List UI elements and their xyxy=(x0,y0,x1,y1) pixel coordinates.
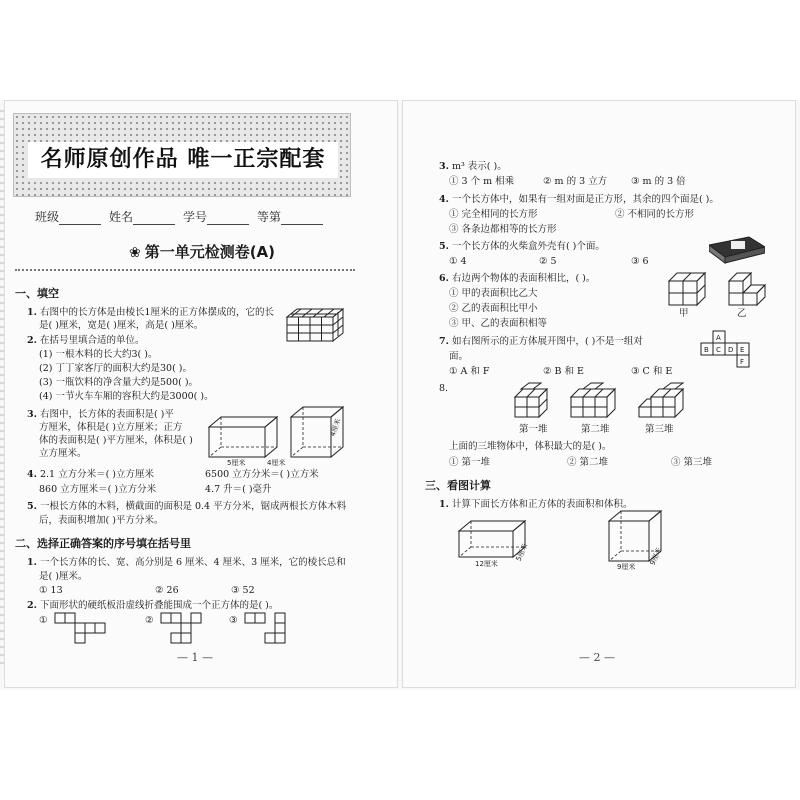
student-info-row xyxy=(35,208,355,225)
s2-q1-option-2: ② 26 xyxy=(155,585,179,596)
r-q3-option-2: ② m 的 3 立方 xyxy=(543,176,608,187)
s3-cube-edge-a: 9厘米 xyxy=(617,563,636,571)
r-q7-option-1: ① A 和 F xyxy=(449,366,490,377)
class-label: 班级 xyxy=(35,208,101,225)
q3-text-3: 体的表面积是( )平方厘米，体积是( ) xyxy=(39,435,193,446)
stack-2-label: 第二堆 xyxy=(581,424,610,435)
label-jia: 甲 xyxy=(679,308,689,319)
net-face-label: B xyxy=(704,346,709,354)
q2-option-d: (4) 一节火车车厢的容积大约是3000( )。 xyxy=(39,391,214,402)
cube-net-figure xyxy=(701,331,761,373)
stack-3-label: 第三堆 xyxy=(645,424,674,435)
page-number-right: — 2 — xyxy=(579,651,615,664)
r-q4-option-3: ③ 各条边都相等的长方形 xyxy=(449,224,557,235)
stack-3-figure xyxy=(639,383,695,421)
r-q5-option-1: ① 4 xyxy=(449,256,467,267)
net-figure-3 xyxy=(245,613,295,645)
r-q7-option-2: ② B 和 E xyxy=(543,366,584,377)
r-q8-option-2: ② 第二堆 xyxy=(567,457,609,468)
net-face-label: F xyxy=(740,358,745,366)
net-face-label: A xyxy=(716,334,721,342)
net-face-label: C xyxy=(716,346,721,354)
r-q3-option-3: ③ m 的 3 倍 xyxy=(631,176,686,187)
r-q7-text-1: 7. 如右图所示的正方体展开图中，( )不是一组对 xyxy=(439,336,643,347)
s2-q2-option-3: ③ xyxy=(229,615,238,626)
grade-label: 等第 xyxy=(257,208,323,225)
left-page xyxy=(4,100,398,688)
page-number-left: — 1 — xyxy=(177,651,213,664)
q2-option-c: (3) 一瓶饮料的净含量大约是500( )。 xyxy=(39,377,199,388)
s2-q1-option-1: ① 13 xyxy=(39,585,63,596)
q1-text-1: 1. 右图中的长方体是由棱长1厘米的正方体摆成的，它的长 xyxy=(27,307,274,318)
r-q7-option-3: ③ C 和 E xyxy=(631,366,673,377)
r-q3-text: 3. m³ 表示( )。 xyxy=(439,161,507,172)
stack-1-figure xyxy=(515,383,555,421)
q2-option-b: (2) 丁丁家客厅的面积大约是30( )。 xyxy=(39,363,192,374)
r-q8-option-3: ③ 第三堆 xyxy=(671,457,713,468)
label-yi: 乙 xyxy=(737,308,747,319)
r-q5-option-3: ③ 6 xyxy=(631,256,649,267)
test-title: ❀ 第一单元检测卷(A) xyxy=(128,243,276,261)
net-face-label: D xyxy=(728,346,734,354)
divider xyxy=(15,269,355,271)
s2-q2-option-2: ② xyxy=(145,615,154,626)
cuboid-length-label: 5厘米 xyxy=(227,459,246,467)
s3-cuboid-width: 5厘米 xyxy=(514,542,530,563)
student-no-label: 学号 xyxy=(183,208,249,225)
s3-cube-figure xyxy=(609,509,665,569)
q5-text-2: 后，表面积增加( )平方分米。 xyxy=(39,515,164,526)
right-page xyxy=(402,100,796,688)
s2-q1-text-2: 是( )厘米。 xyxy=(39,571,88,582)
r-q4-option-1: ① 完全相同的长方形 xyxy=(449,209,538,220)
q4-text-4: 4.7 升＝( )毫升 xyxy=(205,484,272,495)
flower-icon: ❀ xyxy=(128,245,141,261)
banner xyxy=(13,113,351,197)
q3-text-4: 立方厘米。 xyxy=(39,448,87,459)
r-q7-text-2: 面。 xyxy=(449,351,469,362)
r-q5-option-2: ② 5 xyxy=(539,256,557,267)
q1-text-2: 是( )厘米，宽是( )厘米，高是( )厘米。 xyxy=(39,320,204,331)
workbook-spread xyxy=(0,100,800,690)
q4-text-3: 860 立方厘米＝( )立方分米 xyxy=(39,484,157,495)
r-q8-text: 上面的三堆物体中，体积最大的是( )。 xyxy=(449,441,612,452)
s2-q2-text-1: 2. 下面形状的硬纸板沿虚线折叠能围成一个正方体的是( )。 xyxy=(27,600,279,611)
s3-cuboid-length: 12厘米 xyxy=(475,560,498,568)
r-q6-option-3: ③ 甲、乙的表面积相等 xyxy=(449,318,548,329)
cube-figure xyxy=(291,405,347,463)
r-q4-option-2: ② 不相同的长方形 xyxy=(615,209,695,220)
r-q4-text: 4. 一个长方体中，如果有一组对面是正方形，其余的四个面是( )。 xyxy=(439,194,719,205)
cuboid-figure xyxy=(209,415,286,467)
banner-title: 名师原创作品 唯一正宗配套 xyxy=(28,142,338,178)
r-q8-option-1: ① 第一堆 xyxy=(449,457,491,468)
s3-cuboid-figure xyxy=(459,519,531,567)
net-figure-2 xyxy=(161,613,211,645)
r-q6-option-1: ① 甲的表面积比乙大 xyxy=(449,288,538,299)
cuboid-width-label: 4厘米 xyxy=(267,459,286,467)
s3-q1-text: 1. 计算下面长方体和正方体的表面积和体积。 xyxy=(439,499,633,510)
section-3-title: 三、看图计算 xyxy=(425,479,491,492)
cube-edge-label: 4厘米 xyxy=(328,417,343,438)
r-q6-text: 6. 右边两个物体的表面积相比，( )。 xyxy=(439,273,596,284)
r-q5-text: 5. 一个长方体的火柴盒外壳有( )个面。 xyxy=(439,241,605,252)
s2-q1-option-3: ③ 52 xyxy=(231,585,255,596)
q4-text-2: 6500 立方分米＝( )立方米 xyxy=(205,469,319,480)
matchbox-image xyxy=(709,231,765,265)
stack-2-figure xyxy=(571,383,625,421)
r-q8-number: 8. xyxy=(439,383,449,394)
q4-text-1: 4. 2.1 立方分米＝( )立方厘米 xyxy=(27,469,155,480)
net-figure-1 xyxy=(55,613,125,643)
solid-yi-figure xyxy=(729,269,769,307)
q3-text-1: 3. 右图中，长方体的表面积是( )平 xyxy=(27,409,174,420)
stack-1-label: 第一堆 xyxy=(519,424,548,435)
solid-jia-figure xyxy=(669,269,709,307)
q5-text-1: 5. 一根长方体的木料，横截面的面积是 0.4 平方分米，锯成两根长方体木料 xyxy=(27,501,347,512)
cube-stack-figure xyxy=(287,307,347,343)
s2-q2-option-1: ① xyxy=(39,615,48,626)
section-1-title: 一、填空 xyxy=(15,287,59,300)
name-label: 姓名 xyxy=(109,208,175,225)
s2-q1-text-1: 1. 一个长方体的长、宽、高分别是 6 厘米、4 厘米、3 厘米，它的棱长总和 xyxy=(27,557,346,568)
q2-option-a: (1) 一根木料的长大约3( )。 xyxy=(39,349,158,360)
q3-text-2: 方厘米，体积是( )立方厘米；正方 xyxy=(39,422,183,433)
section-2-title: 二、选择正确答案的序号填在括号里 xyxy=(15,537,191,550)
r-q3-option-1: ① 3 个 m 相乘 xyxy=(449,176,515,187)
r-q6-option-2: ② 乙的表面积比甲小 xyxy=(449,303,538,314)
net-face-label: E xyxy=(740,346,745,354)
q2-text-1: 2. 在括号里填合适的单位。 xyxy=(27,335,145,346)
s3-cube-edge-b: 9厘米 xyxy=(648,546,664,567)
